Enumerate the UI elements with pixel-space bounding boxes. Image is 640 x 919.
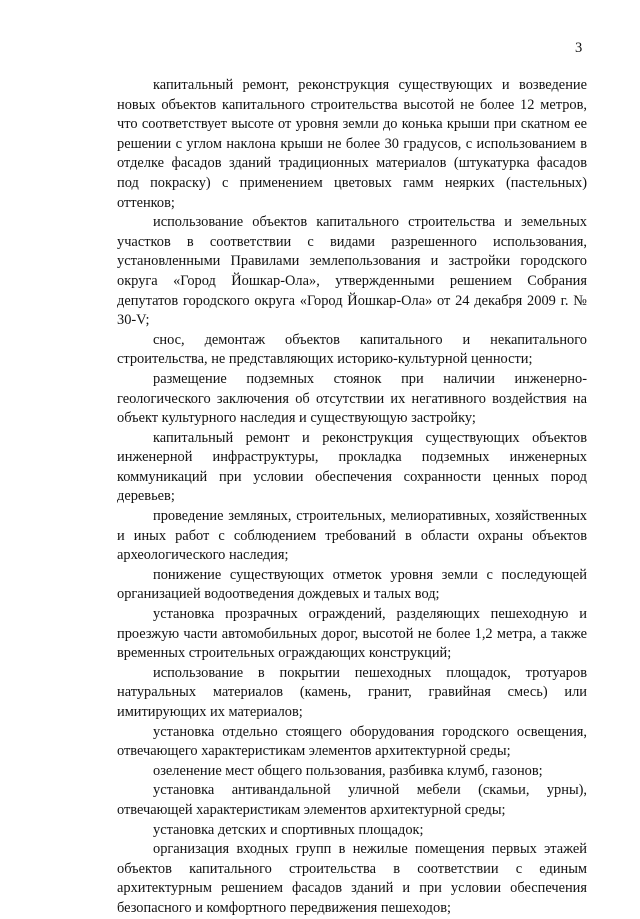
paragraph-ground-level: понижение существующих отметок уровня земли с последующей организацией водоотведения дождевых и талых вод;	[117, 566, 587, 603]
paragraph-earthworks: проведение земляных, строительных, мелиоративных, хозяйственных и иных работ с соблюдением требований в области охраны объектов археологического наследия;	[117, 508, 587, 564]
paragraph-lighting: установка отдельно стоящего оборудования городского освещения, отвечающего характеристикам элементов архитектурной среды;	[117, 723, 587, 760]
paragraph-engineering-infrastructure: капитальный ремонт и реконструкция существующих объектов инженерной инфраструктуры, прокладка подземных инженерных коммуникаций при условии обеспечения сохранности ценных пород деревьев;	[117, 429, 587, 505]
paragraph-underground-parking: размещение подземных стоянок при наличии инженерно-геологического заключения об отсутствии их негативного воздействия на объект культурного наследия и существующую застройку;	[117, 370, 587, 427]
page-number: 3	[575, 40, 583, 56]
paragraph-landscaping: озеленение мест общего пользования, разбивка клумб, газонов;	[153, 762, 543, 779]
paragraph-fences: установка прозрачных ограждений, разделяющих пешеходную и проезжую части автомобильных дорог, высотой не более 1,2 метра, а также временных строительных ограждающих конструкций;	[117, 606, 587, 662]
paragraph-street-furniture: установка антивандальной уличной мебели (скамьи, урны), отвечающей характеристикам элементов архитектурной среды;	[117, 782, 587, 818]
paragraph-land-use: использование объектов капитального строительства и земельных участков в соответствии с видами разрешенного использования, установленными Правилами землепользования и застройки городского округа «Город Йошкар-Ола», утвержденными решением Собрания депутатов городского округа «Город Йошкар-Ола» от 24 декабря 2009 г. № 30-V;	[117, 214, 587, 329]
paragraph-capital-repair: капитальный ремонт, реконструкция существующих и возведение новых объектов капитального строительства высотой не более 12 метров, что соответствует высоте от уровня земли до конька крыши при скатном ее решении с углом наклона крыши не более 30 градусов, с использованием в отделке фасадов зданий традиционных материалов (штукатурка фасадов под покраску) с применением цветовых гамм неярких (пастельных) оттенков;	[117, 77, 587, 211]
paragraph-entrance-groups: организация входных групп в нежилые помещения первых этажей объектов капитального строительства в соответствии с единым архитектурным решением фасадов зданий и при условии обеспечения безопасного и комфортного передвижения пешеходов;	[117, 841, 587, 916]
document-body	[117, 76, 587, 919]
paragraph-playgrounds: установка детских и спортивных площадок;	[153, 821, 424, 838]
paragraph-demolition: снос, демонтаж объектов капитального и некапитального строительства, не представляющих историко-культурной ценности;	[117, 331, 587, 368]
paragraph-paving: использование в покрытии пешеходных площадок, тротуаров натуральных материалов (камень, гранит, гравийная смесь) или имитирующих их материалов;	[117, 664, 587, 720]
